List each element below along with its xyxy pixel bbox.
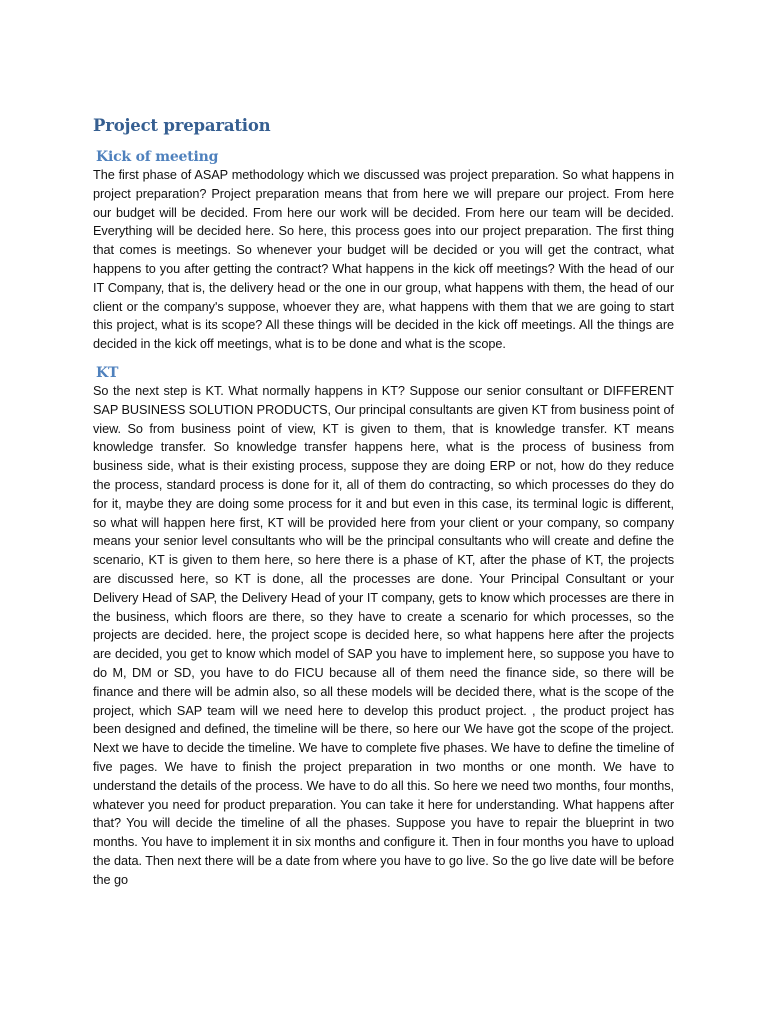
section-body-kt: So the next step is KT. What normally happens in KT? Suppose our senior consultant or DIFFERENT SAP BUSINESS SOLUTION PRODUCTS, Our principal consultants are given KT from business point of view. So from business point of view, KT is given to them, that is knowledge transfer. KT means knowledge transfer. So knowledge transfer happens here, what is the process of business from business side, what is their existing process, suppose they are doing ERP or not, how do they reduce the process, standard process is done for it, all of them do contracting, so which processes do they do for it, maybe they are doing some process for it and but even in this case, its terminal logic is different, so what will happen here first, KT will be provided here from your client or your company, so company means your senior level consultants who will be the principal consultants who will create and define the scenario, KT is given to them here, so here there is a phase of KT, after the phase of KT, the projects are discussed here, so KT is done, all the processes are done. Your Principal Consultant or your Delivery Head of SAP, the Delivery Head of your IT company, gets to know which processes are there in the business, which floors are there, so they have to create a scenario for which processes, so the projects are decided. here, the project scope is decided here, so what happens here after the projects are decided, you get to know which model of SAP you have to implement here, so suppose you have to do M, DM or SD, you have to do FICU because all of them need the finance side, so there will be finance and there will be admin also, so all these models will be decided there, what is the scope of the project, which SAP team will we need here to develop this product project. , the product project has been designed and defined, the timeline will be there, so here our We have got the scope of the project. Next we have to decide the timeline. We have to complete five phases. We have to define the timeline of five pages. We have to finish the project preparation in two months or one month. We have to understand the details of the process. We have to do all this. So here we need two months, four months, whatever you need for product preparation. You can take it here for understanding. What happens after that? You will decide the timeline of all the phases. Suppose you have to repair the blueprint in two months. You have to implement it in six months and configure it. Then in four months you have to upload the data. Then next there will be a date from where you have to go live. So the go live date will be before the go [93,383,674,887]
section-heading-kick-off: Kick of meeting [96,149,219,165]
document-title: Project preparation [93,116,271,135]
document-page [93,114,674,889]
section-heading-kt: KT [96,364,119,381]
section-body-kick-off: The first phase of ASAP methodology which we discussed was project preparation. So what happens in project preparation? Project preparation means that from here we will prepare our project. From here our budget will be decided. From here our work will be decided. From here our team will be decided. Everything will be decided here. So here, this process goes into our project preparation. The first thing that comes is meetings. So whenever your budget will be decided or you will get the contract, what happens to you after getting the contract? What happens in the kick off meetings? With the head of our IT Company, that is, the delivery head or the one in our group, what happens with them, the head of our client or the company's suppose, whoever they are, what happens with them that we are going to start this project, what is its scope? All these things will be decided in the kick off meetings. All the things are decided in the kick off meetings, what is to be done and what is the scope. [93,168,674,352]
